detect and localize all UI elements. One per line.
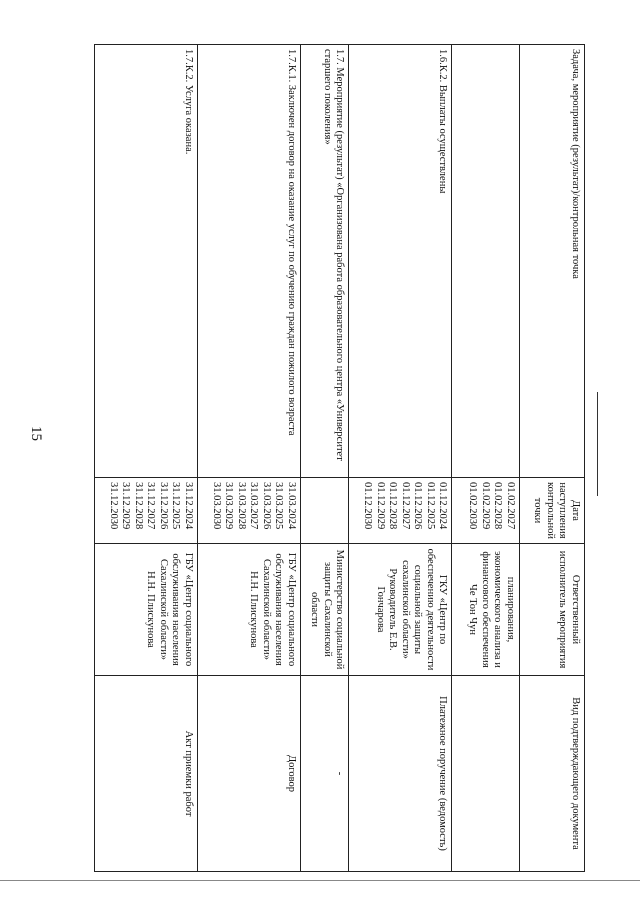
row-dates [452,478,520,544]
row-task [452,45,520,478]
date-value: 31.03.2028 [235,482,247,530]
date-value: 01.12.2030 [362,482,374,530]
row-executor: ГБУ «Центр социального обслуживания населения Сахалинской области» Н.Н. Плискунова [95,544,198,676]
row-dates [197,478,300,544]
table-row [300,45,348,872]
table-header-row [519,45,584,872]
rotated-table-container [94,44,585,871]
date-value: 01.12.2029 [374,482,386,530]
row-document [452,676,520,872]
scan-mark-line [597,392,598,496]
row-task: 1.7. Мероприятие (результат) «Организована работа образовательного центра «Университет старшего поколения» [300,45,348,478]
date-value: 31.03.2025 [273,482,285,530]
row-dates [349,478,452,544]
date-value: 31.12.2024 [182,482,194,530]
row-executor: ГБУ «Центр социального обслуживания населения Сахалинской области» Н.Н. Плискунова [197,544,300,676]
date-value: 31.03.2026 [260,482,272,530]
row-task: 1.6.К.2. Выплаты осуществлены [349,45,452,478]
date-value: 01.12.2025 [424,482,436,530]
date-value: 31.12.2028 [132,482,144,530]
row-task: 1.7.К.2. Услуга оказана. [95,45,198,478]
table-row [95,45,198,872]
date-value: 01.02.2028 [492,482,504,530]
date-value: 01.02.2029 [479,482,491,530]
table-row [349,45,452,872]
date-value: 01.12.2024 [437,482,449,530]
page-number: 15 [28,426,44,441]
control-points-table [94,44,585,872]
table-row [197,45,300,872]
date-value: 31.12.2025 [170,482,182,530]
row-document: Платежное поручение (ведомость) [349,676,452,872]
date-value: 01.02.2027 [504,482,516,530]
header-document: Вид подтверждающего документа [519,676,584,872]
date-value: 31.12.2027 [145,482,157,530]
header-executor: Ответственный исполнитель мероприятия [519,544,584,676]
row-document: Договор [197,676,300,872]
date-value: 01.12.2027 [399,482,411,530]
date-value: 01.12.2028 [387,482,399,530]
date-value: 31.03.2024 [285,482,297,530]
table-row [452,45,520,872]
date-value: 31.12.2026 [157,482,169,530]
row-executor: планирования, экономического анализа и финансового обеспечения Че Тон Чун [452,544,520,676]
row-executor: ГКУ «Центр по обеспечению деятельности социальной защиты сахалинской области» Руководитель Е.В. Гончарова [349,544,452,676]
date-value: 31.12.2030 [107,482,119,530]
date-value: 31.12.2029 [120,482,132,530]
header-date: Дата наступления контрольной точки [519,478,584,544]
date-value: 31.03.2030 [210,482,222,530]
row-dates [95,478,198,544]
header-task: Задача, мероприятие (результат)/контрольная точка [519,45,584,478]
row-task: 1.7.К.1. Заключен договор на оказание услуг по обучению граждан пожилого возраста [197,45,300,478]
date-value: 31.03.2027 [248,482,260,530]
scan-edge-line [0,880,640,881]
row-dates [300,478,348,544]
row-executor: Министерство социальной защиты Сахалинской области [300,544,348,676]
date-value: 31.03.2029 [223,482,235,530]
row-document: Акт приемки работ [95,676,198,872]
row-document: - [300,676,348,872]
date-value: 01.02.2030 [467,482,479,530]
date-value: 01.12.2026 [412,482,424,530]
